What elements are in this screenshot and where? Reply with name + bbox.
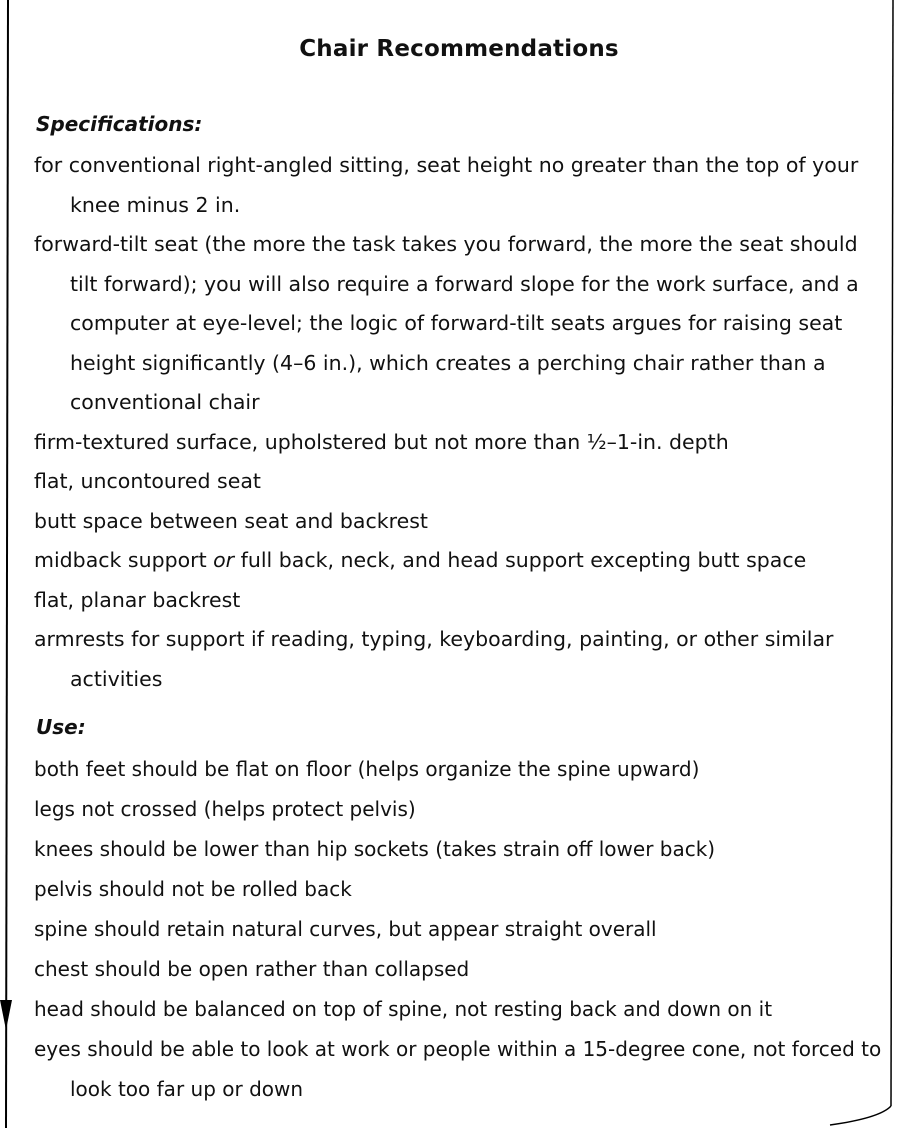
spec-item-flat-seat: flat, uncontoured seat [34,469,261,493]
use-item-spine: spine should retain natural curves, but appear straight overall [34,917,657,941]
use-list [34,749,884,1109]
use-item-head: head should be balanced on top of spine, not resting back and down on it [34,997,773,1021]
spec-item-backrest: flat, planar backrest [34,587,241,612]
spec-item-armrests: armrests for support if reading, typing, keyboarding, painting, or other similar activities [34,627,834,691]
spec-item-seat-height: for conventional right-angled sitting, seat height no greater than the top of your knee minus 2 in. [34,153,859,217]
use-section [34,713,884,1109]
page-title: Chair Recommendations [299,36,619,62]
spec-item-back-support-after: full back, neck, and head support excepting butt space [234,548,807,572]
use-item-legs: legs not crossed (helps protect pelvis) [34,797,416,821]
spec-item-back-support-emphasis: or [213,548,235,572]
use-heading: Use: [36,715,86,739]
use-item-pelvis: pelvis should not be rolled back [34,877,352,901]
left-edge-line [6,0,8,1128]
use-item-chest: chest should be open rather than collapsed [34,957,470,981]
specifications-heading: Specifications: [36,112,203,136]
specifications-list [34,146,884,699]
use-item-knees: knees should be lower than hip sockets (takes strain off lower back) [34,837,716,861]
left-edge-arrow-marker [0,1000,12,1030]
specifications-section [34,110,884,699]
use-item-eyes: eyes should be able to look at work or people within a 15-degree cone, not forced to look too far up or down [34,1037,882,1101]
spec-item-back-support [34,541,884,581]
right-edge-line [891,0,893,1106]
spec-item-back-support-before: midback support [34,548,214,572]
document-body [34,36,884,1109]
use-item-feet: both feet should be flat on floor (helps organize the spine upward) [34,757,700,781]
spec-item-surface: firm-textured surface, upholstered but not more than ½–1-in. depth [34,429,729,454]
spec-item-forward-tilt: forward-tilt seat (the more the task takes you forward, the more the seat should tilt forward); you will also require a forward slope for the work surface, and a computer at eye-level; the logic of forward-tilt seats argues for raising seat height significantly (4–6 in.), which creates a perching chair rather than a conventional chair [34,232,859,414]
spec-item-butt-space: butt space between seat and backrest [34,508,428,533]
